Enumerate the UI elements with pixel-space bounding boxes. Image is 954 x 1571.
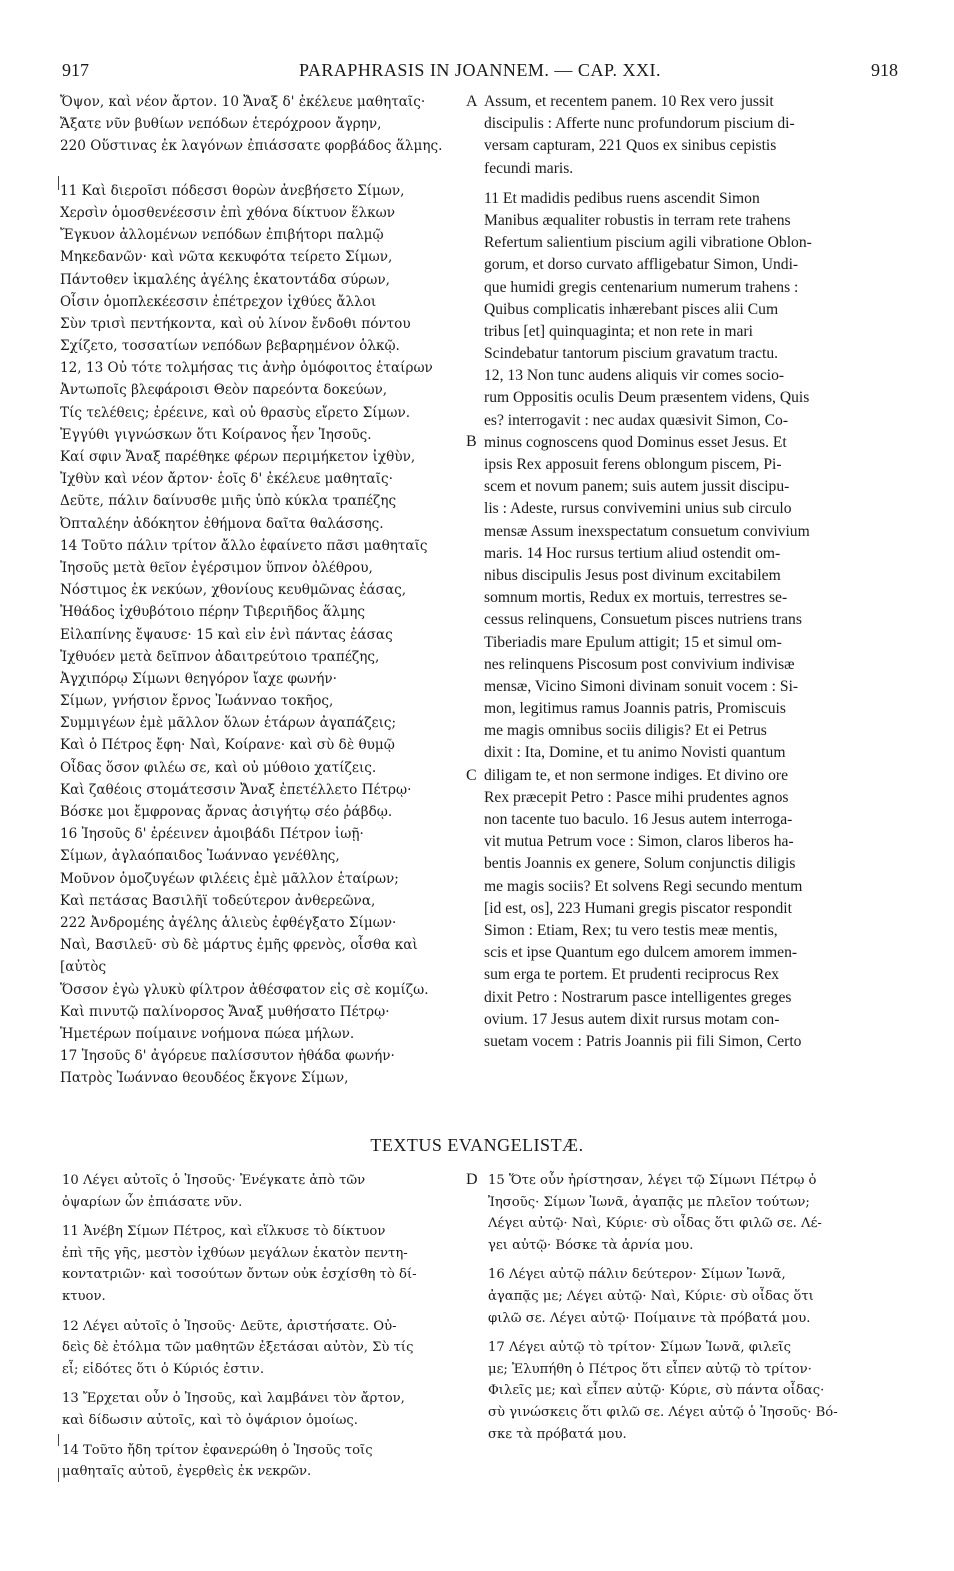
margin-marker-a: A [466,93,478,110]
latin-line: diligam te, et non sermone indiges. Et divino ore [484,766,789,784]
latin-line: dixit : Ita, Domine, et tu animo Novisti quantum [484,744,786,762]
greek-verse-line: Ναὶ, Βασιλεῦ· σὺ δὲ μάρτυς ἐμῆς φρενὸς, οἶσθα καὶ [60,937,418,954]
evangelist-line: 16 Λέγει αὐτῷ πάλιν δεύτερον· Σίμων Ἰωνᾶ, [488,1267,786,1283]
greek-verse-column [60,91,464,1089]
evangelist-section-title: TEXTUS EVANGELISTÆ. [370,1135,584,1155]
greek-verse-line: Ἰχθυόεν μετὰ δεῖπνον ἀδαιτρεύτοιο τραπέζης, [60,648,380,665]
latin-line: non tacente tuo baculo. 16 Jesus autem interroga- [484,811,793,828]
greek-verse-line: Καὶ ζαθέοις στομάτεσσιν Ἄναξ ἐπετέλλετο Πέτρῳ· [60,781,412,798]
evangelist-line: Φιλεῖς με; καὶ εἶπεν αὐτῷ· Κύριε, σὺ πάντα οἶδας· [488,1383,825,1399]
latin-line: scem et novum panem; suis autem jussit discipu- [484,478,790,496]
greek-verse-line: Οἶδας ὅσον φιλέω σε, καὶ οὐ μύθοιο χατίζεις. [60,759,377,776]
latin-line: 12, 13 Non tunc audens aliquis vir comes socio- [484,367,785,385]
greek-verse-line [60,158,464,180]
greek-verse-line: Ἠθάδος ἰχθυβότοιο πέρην Τιβεριῆδος ἅλμης [60,604,365,621]
latin-line: cessus relinquens, Consuetum pisces nutriens trans [484,611,802,629]
margin-marker-c: C [466,767,477,784]
evangelist-line: 11 Ἀνέβη Σίμων Πέτρος, καὶ εἵλκυσε τὸ δίκτυον [62,1224,386,1240]
latin-line: vit mutua Petrum voce : Simon, claros liberos ha- [484,833,794,851]
latin-line: es? interrogavit : nec audax quæsivit Simon, Co- [484,411,789,429]
evangelist-line: 12 Λέγει αὐτοῖς ὁ Ἰησοῦς· Δεῦτε, ἀριστήσατε. Οὐ- [62,1318,397,1334]
evangelist-line: 10 Λέγει αὐτοῖς ὁ Ἰησοῦς· Ἐνέγκατε ἀπὸ τῶν [62,1173,366,1188]
margin-tick [58,1468,59,1482]
latin-line: scis et ipse Quantum ego dulcem amorem immen- [484,944,798,962]
greek-verse-line: Ὄψον, καὶ νέον ἄρτον. 10 Ἄναξ δ' ἐκέλευε μαθηταῖς· [60,94,426,110]
latin-line: minus cognoscens quod Dominus esset Jesus. Et [484,433,787,451]
latin-line: [id est, os], 223 Humani gregis piscator respondit [484,899,792,917]
evangelist-line: 17 Λέγει αὐτῷ τὸ τρίτον· Σίμων Ἰωνᾶ, φιλεῖς [488,1340,791,1356]
evangelist-line: σὺ γινώσκεις ὅτι φιλῶ σε. Λέγει αὐτῷ ὁ Ἰησοῦς· Βό- [488,1404,838,1420]
evangelist-line: κοντατριῶν· καὶ τοσούτων ὄντων οὐκ ἐσχίσθη τὸ δί- [62,1267,417,1283]
latin-line: lis : Adeste, rursus convivemini unius sub circulo [484,500,792,518]
greek-verse-line: Μοῦνον ὁμοζυγέων φιλέεις ἐμὲ μᾶλλον ἑταίρων; [60,870,399,887]
latin-line: tribus [et] quinquaginta; et non rete in mari [484,322,753,340]
greek-verse-line: Ἰησοῦς μετὰ θεῖον ἐγέρσιμον ὕπνον ὀλέθρου, [60,559,373,576]
greek-verse-line: Πατρὸς Ἰωάνναο θεουδέος ἔκγονε Σίμων, [60,1070,349,1087]
greek-verse-line: Ἀγχιπόρῳ Σίμωνι θεηγόρον ἴαχε φωνήν· [60,670,337,687]
latin-line: Refertum salientium piscium agili vibratione Oblon- [484,234,812,252]
latin-line: me magis omnibus sociis diligis? Et ei Petrus [484,722,767,740]
greek-verse-line: Καὶ πετάσας Βασιλῆϊ τοδεύτερον ἀνθερεῶνα, [60,892,376,909]
evangelist-line: καὶ δίδωσιν αὐτοῖς, καὶ τὸ ὀψάριον ὁμοίως. [62,1412,358,1428]
greek-verse-line: Πάντοθεν ἰκμαλέης ἀγέλης ἑκατοντάδα σύρων, [60,271,390,288]
greek-verse-line: Σὺν τρισὶ πεντήκοντα, καὶ οὐ λίνον ἔνδοθι πόντου [60,315,411,332]
latin-line: mon, legitimus ramus Joannis patris, Promiscuis [484,700,786,718]
greek-verse-line: Ἐγγύθι γιγνώσκων ὅτι Κοίρανος ἦεν Ἰησοῦς. [60,426,372,443]
margin-marker-b: B [466,433,477,450]
evangelist-line: σκε τὰ πρόβατά μου. [488,1426,627,1442]
margin-tick [58,176,59,190]
latin-line: nes relinquens Piscosum post convivium indivisæ [484,655,795,673]
greek-verse-line: [αὐτὸς [60,959,107,976]
page-number-left: 917 [62,60,89,80]
latin-translation-column [484,91,898,1053]
latin-line: nibus discipulis Jesus post divinum excitabilem [484,566,781,584]
evangelist-line: ἀγαπᾷς με; Λέγει αὐτῷ· Ναὶ, Κύριε· σὺ οἶδας ὅτι [488,1288,814,1304]
latin-line: sum erga te portem. Et prudenti reciprocus Rex [484,966,780,984]
evangelist-line: Ἰησοῦς· Σίμων Ἰωνᾶ, ἀγαπᾷς με πλεῖον τούτων; [488,1194,810,1210]
greek-verse-line: Χερσὶν ὁμοσθενέεσσιν ἐπὶ χθόνα δίκτυον ἕλκων [60,204,396,221]
margin-marker-d: D [466,1171,478,1188]
latin-line: Tiberiadis mare Epulum attigit; 15 et simul om- [484,633,782,651]
running-header [62,60,898,86]
latin-line: mensæ, Vicino Simoni divinam sonuit vocem : Si- [484,677,799,695]
evangelist-line: ὀψαρίων ὧν ἐπιάσατε νῦν. [62,1194,243,1210]
greek-verse-line: Σίμων, ἀγλαόπαιδος Ἰωάνναο γενέθλης, [60,848,340,865]
latin-line: gorum, et dorso curvato affligebatur Simon, Undi- [484,256,799,274]
greek-verse-line: Ἄξατε νῦν βυθίων νεπόδων ἑτερόχροον ἄγρην, [60,116,382,133]
greek-verse-line: Σίμων, γνήσιον ἔρνος Ἰωάνναο τοκῆος, [60,693,334,710]
greek-verse-line: Καὶ ὁ Πέτρος ἔφη· Ναὶ, Κοίρανε· καὶ σὺ δὲ θυμῷ [60,737,395,754]
latin-line: me magis sociis? Et solvens Regi secundo mentum [484,877,803,895]
margin-tick [58,1434,59,1446]
latin-line: Manibus æqualiter robustis in terram rete trahens [484,211,791,229]
greek-verse-line: Τίς τελέθεις; ἐρέεινε, καὶ οὐ θρασὺς εἴρετο Σίμων. [60,404,411,421]
latin-line: suetam vocem : Patris Joannis pii fili Simon, Certo [484,1032,802,1050]
greek-verse-line: Σχίζετο, τοσσατίων νεπόδων βεβαρημένον ὁλκῷ. [60,338,400,355]
latin-line: fecundi maris. [484,159,574,177]
greek-verse-line: Ἀντωποῖς βλεφάροισι Θεὸν παρεόντα δοκεύων, [60,382,388,399]
latin-line: ovium. 17 Jesus autem dixit rursus motam con- [484,1010,780,1028]
evangelist-text-left [62,1170,462,1483]
evangelist-line: με; Ἐλυπήθη ὁ Πέτρος ὅτι εἶπεν αὐτῷ τὸ τρίτον· [488,1361,812,1377]
evangelist-line: 14 Τοῦτο ἤδη τρίτον ἐφανερώθη ὁ Ἰησοῦς τοῖς [62,1442,373,1458]
latin-line: que humidi gregis centenarium numerum trahens : [484,278,799,296]
latin-line: discipulis : Afferte nunc profundorum piscium di- [484,115,795,133]
latin-line: dixit Petro : Nostrarum pasce intelligentes greges [484,988,792,1006]
evangelist-text-right [488,1170,898,1445]
evangelist-line: γει αὐτῷ· Βόσκε τὰ ἀρνία μου. [488,1237,694,1253]
latin-line: versam capturam, 221 Quos ex sinibus cepistis [484,137,777,155]
latin-line: 11 Et madidis pedibus ruens ascendit Simon [484,189,760,207]
greek-verse-line: Δεῦτε, πάλιν δαίνυσθε μιῆς ὑπὸ κύκλα τραπέζης [60,493,397,510]
latin-line: Scindebatur tantorum piscium gravatum tractu. [484,345,779,363]
greek-verse-line: Οἷσιν ὁμοπλεκέεσσιν ἐπέτρεχον ἰχθύες ἄλλοι [60,293,377,310]
greek-verse-line: Βόσκε μοι ἔμφρονας ἄρνας ἀσιγήτῳ σέο ῥάβδῳ. [60,804,393,820]
latin-line: ipsis Rex apposuit ferens oblongum piscem, Pi- [484,456,782,473]
greek-verse-line: Εἰλαπίνης ἔψαυσε· 15 καὶ εἰν ἑνὶ πάντας ἐάσας [60,626,393,643]
greek-verse-line: Νόστιμος ἐκ νεκύων, χθονίους κευθμῶνας ἐάσας, [60,582,407,599]
evangelist-line: δεὶς δὲ ἐτόλμα τῶν μαθητῶν ἐξετάσαι αὐτὸν, Σὺ τίς [62,1340,414,1356]
evangelist-line: Λέγει αὐτῷ· Ναὶ, Κύριε· σὺ οἶδας ὅτι φιλῶ σε. Λέ- [488,1216,822,1232]
running-title: PARAPHRASIS IN JOANNEM. — CAP. XXI. [299,60,661,80]
latin-line: Assum, et recentem panem. 10 Rex vero jussit [484,93,774,110]
latin-line: Quibus complicatis inhærebant pisces alii Cum [484,300,779,318]
evangelist-line: μαθηταῖς αὐτοῦ, ἐγερθεὶς ἐκ νεκρῶν. [62,1464,312,1480]
latin-line: mensæ Assum inexspectatum consuetum convivium [484,522,810,540]
evangelist-line: ἐπὶ τῆς γῆς, μεστὸν ἰχθύων μεγάλων ἑκατὸν πεντη- [62,1245,408,1261]
greek-verse-line: Ἰχθὺν καὶ νέον ἄρτον· ἑοῖς δ' ἐκέλευε μαθηταῖς· [60,471,393,488]
evangelist-line: κτυον. [62,1288,106,1304]
evangelist-line: 15 Ὅτε οὖν ἠρίστησαν, λέγει τῷ Σίμωνι Πέτρῳ ὁ [488,1173,817,1188]
greek-verse-line: 12, 13 Οὐ τότε τολμήσας τις ἀνὴρ ὁμόφοιτος ἑταίρων [60,360,433,377]
greek-verse-line: Καί σφιν Ἄναξ παρέθηκε φέρων περιμήκετον ἰχθὺν, [60,449,416,465]
greek-verse-line: Συμμιγέων ἐμὲ μᾶλλον ὅλων ἑτάρων ἀγαπάζεις; [60,715,397,732]
greek-verse-line: Ἡμετέρων ποίμαινε νοήμονα πώεα μήλων. [60,1025,355,1042]
greek-verse-line: Καὶ πινυτῷ παλίνορσος Ἄναξ μυθήσατο Πέτρῳ· [60,1003,390,1020]
greek-verse-line: Ἔγκυον ἀλλομένων νεπόδων ἐπιβήτορι παλμῷ [60,227,384,244]
greek-verse-line: 16 Ἰησοῦς δ' ἐρέεινεν ἀμοιβάδι Πέτρον ἰωῇ· [60,826,364,843]
greek-verse-line: Μηκεδανῶν· καὶ νῶτα κεκυφότα τείρετο Σίμων, [60,249,393,266]
greek-verse-line: 17 Ἰησοῦς δ' ἀγόρευε παλίσσυτον ἠθάδα φωνήν· [60,1048,395,1065]
evangelist-line: 13 Ἔρχεται οὖν ὁ Ἰησοῦς, καὶ λαμβάνει τὸν ἄρτον, [62,1391,405,1407]
page-number-right: 918 [871,60,898,80]
latin-line: Simon : Etiam, Rex; tu vero testis meæ mentis, [484,921,778,939]
evangelist-line: φιλῶ σε. Λέγει αὐτῷ· Ποίμαινε τὰ πρόβατά μου. [488,1310,811,1326]
greek-verse-line: 14 Τοῦτο πάλιν τρίτον ἄλλο ἐφαίνετο πᾶσι μαθηταῖς [60,537,428,554]
latin-line: Rex præcepit Petro : Pasce mihi prudentes agnos [484,788,789,806]
greek-verse-line: Ὀπταλέην ἀδόκητον ἐθήμονα δαῖτα θαλάσσης. [60,515,384,532]
evangelist-line: εἶ; εἰδότες ὅτι ὁ Κύριός ἐστιν. [62,1361,265,1377]
latin-line: somnum mortis, Redux ex mortuis, terrestres se- [484,589,788,607]
greek-verse-line: 220 Οὕστινας ἐκ λαγόνων ἐπιάσσατε φορβάδος ἅλμης. [60,138,443,155]
greek-verse-line: Ὅσσον ἐγὼ γλυκὺ φίλτρον ἀθέσφατον εἰς σὲ κομίζω. [60,981,429,998]
greek-verse-line: 11 Καὶ διεροῖσι πόδεσσι θορὼν ἀνεβήσετο Σίμων, [60,182,405,199]
latin-line: rum Oppositis oculis Deum præsentem videns, Quis [484,389,810,407]
greek-verse-line: 222 Ἀνδρομέης ἀγέλης ἁλιεὺς ἐφθέγξατο Σίμων· [60,914,397,931]
latin-line: maris. 14 Hoc rursus tertium aliud ostendit om- [484,544,781,562]
latin-line: bentis Joannis ex genere, Solum conjunctis diligis [484,855,796,873]
